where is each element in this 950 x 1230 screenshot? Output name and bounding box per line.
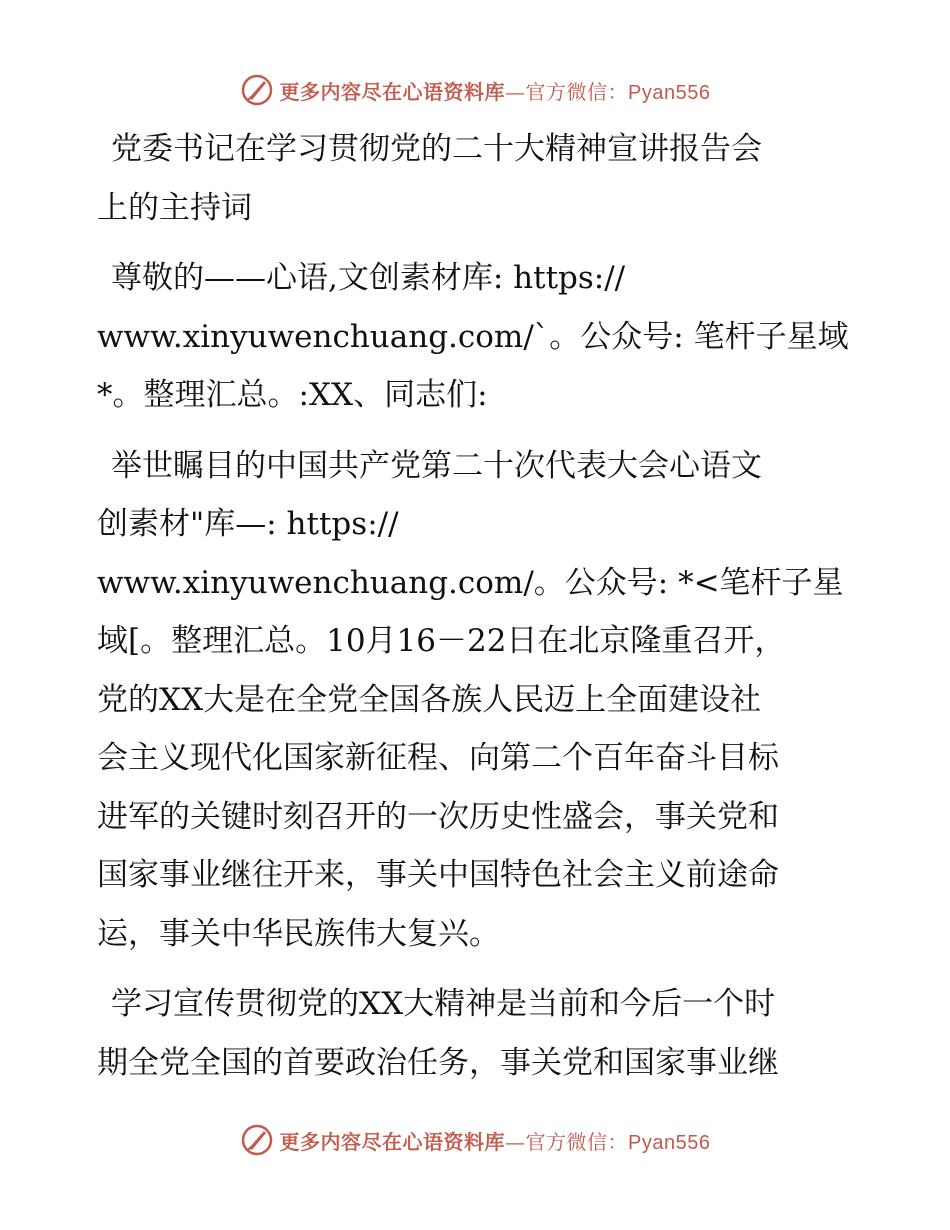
quill-logo-icon — [240, 1123, 274, 1157]
banner-sub-text: —官方微信： — [505, 1129, 629, 1154]
document-body — [97, 120, 857, 1104]
banner-sub-text: —官方微信： — [505, 79, 629, 104]
title-line: 上的主持词 — [97, 189, 252, 226]
paragraph-line: www.xinyuwenchuang.com/。公众号: *<笔杆子星 — [97, 564, 844, 601]
paragraph-line: 运，事关中华民族伟大复兴。 — [97, 915, 500, 952]
paragraph-line: 进军的关键时刻召开的一次历史性盛会，事关党和 — [97, 798, 779, 835]
paragraph-line: 学习宣传贯彻党的XX大精神是当前和今后一个时 — [111, 986, 776, 1022]
banner-main-text: 更多内容尽在心语资料库 — [279, 1129, 506, 1154]
paragraph-line: www.xinyuwenchuang.com/`。公众号: 笔杆子星域 — [97, 318, 849, 355]
footer-banner — [0, 1120, 950, 1160]
paragraph-line: 域[。整理汇总。10月16－22日在北京隆重召开， — [97, 623, 786, 659]
paragraph-greeting — [97, 249, 857, 425]
header-banner — [0, 70, 950, 110]
paragraph-line: 期全党全国的首要政治任务，事关党和国家事业继 — [97, 1044, 779, 1081]
paragraph-line: 举世瞩目的中国共产党第二十次代表大会心语文 — [111, 447, 762, 484]
banner-text — [280, 76, 711, 105]
quill-logo-icon — [240, 73, 274, 107]
paragraph-study — [97, 975, 857, 1092]
paragraph-line: 会主义现代化国家新征程、向第二个百年奋斗目标 — [97, 740, 779, 776]
paragraph-line: 国家事业继往开来，事关中国特色社会主义前途命 — [97, 857, 779, 893]
paragraph-line: 党的XX大是在全党全国各族人民迈上全面建设社 — [97, 681, 762, 718]
paragraph-line: *。整理汇总。:XX、同志们: — [97, 377, 488, 413]
paragraph-congress — [97, 437, 857, 964]
banner-text — [280, 1126, 711, 1155]
banner-wechat-id: Pyan556 — [628, 1131, 711, 1154]
paragraph-line: 尊敬的——心语,文创素材库: https:// — [111, 260, 626, 296]
paragraph-line: 创素材"库—: https:// — [97, 506, 399, 542]
title-line: 党委书记在学习贯彻党的二十大精神宣讲报告会 — [111, 131, 762, 167]
banner-wechat-id: Pyan556 — [628, 81, 711, 104]
banner-main-text: 更多内容尽在心语资料库 — [279, 79, 506, 104]
document-title — [97, 120, 857, 237]
